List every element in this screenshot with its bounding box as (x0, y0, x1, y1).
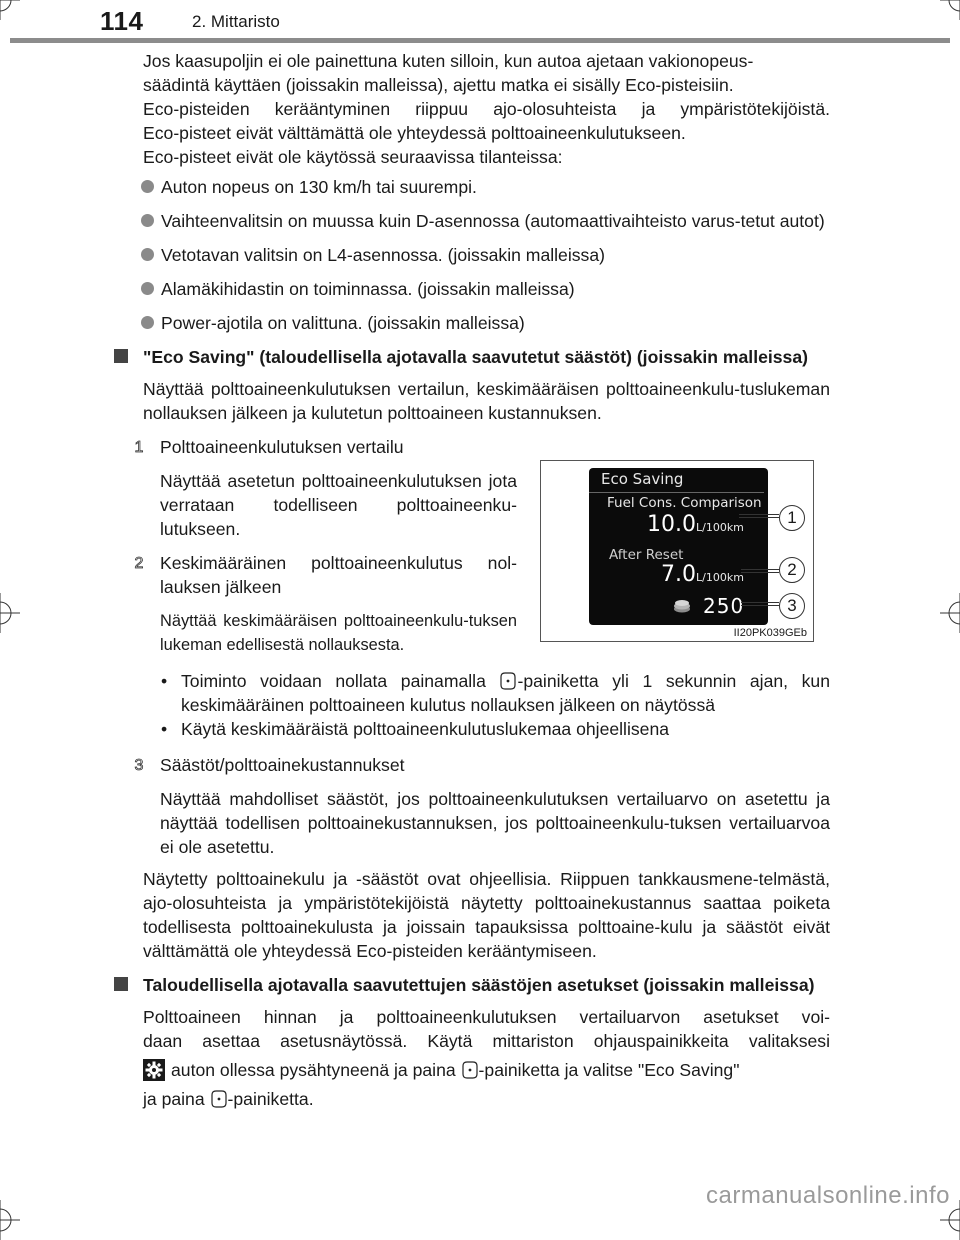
callout-3: 3 (779, 593, 805, 619)
svg-text:1: 1 (134, 439, 144, 455)
registration-mark-top-right (940, 0, 960, 20)
callout-2: 2 (779, 557, 805, 583)
fuel-comparison-value-group (647, 512, 744, 537)
watermark: carmanualsonline.info (706, 1182, 950, 1209)
settings-line: Polttoaineen hinnan ja polttoaineenkulutuksen vertailuarvon asetukset voi- (143, 1007, 830, 1027)
ok-button-icon (462, 1061, 478, 1079)
note-paragraph: Näytetty polttoainekulu ja -säästöt ovat ohjeellisia. Riippuen tankkausmene-telmästä, ajo-olosuhteista ja ympäristötekijöistä näytetty polttoainekustannus saattaa poiketa todellisesta polttoainekulusta ja joissain tapauksissa polttoaine-kulu ja säästöt eivät välttämättä ole yhteydessä Eco-pisteiden kerääntymiseen. (143, 869, 830, 961)
fuel-comparison-label: Fuel Cons. Comparison (607, 495, 762, 511)
list-item: Vaihteenvalitsin on muussa kuin D-asennossa (automaattivaihteisto varus-tetut autot) (143, 209, 830, 233)
unit-label: L/100km (695, 521, 744, 534)
intro-line: Eco-pisteet eivät välttämättä ole yhteydessä polttoaineenkulutukseen. (143, 123, 686, 143)
item-description: Näyttää keskimääräisen polttoaineenkulu-tuksen lukeman edellisestä nollauksesta. (160, 612, 517, 654)
list-item: • Toiminto voidaan nollata painamalla -painiketta yli 1 sekunnin ajan, kun keskimääräinen polttoaineen kulutus nollauksen jälkeen on näytössä (161, 671, 830, 715)
callout-1: 1 (779, 505, 805, 531)
section-title: 2. Mittaristo (192, 12, 280, 31)
unit-label: L/100km (696, 571, 744, 584)
list-item: • Käytä keskimääräistä polttoaineenkulutuslukemaa ohjeellisena (161, 719, 670, 739)
section-heading-settings: Taloudellisella ajotavalla saavutettujen säästöjen asetukset (joissakin malleissa) (143, 973, 830, 997)
callout-leader-3 (741, 602, 779, 606)
after-reset-value-group (661, 562, 744, 587)
section-heading-eco-saving: "Eco Saving" (taloudellisella ajotavalla saavutetut säästöt) (joissakin malleissa) (143, 345, 830, 369)
svg-text:2: 2 (134, 555, 144, 571)
number-marker-icon (131, 755, 147, 773)
callout-leader-2 (741, 569, 779, 573)
bullet-icon (141, 214, 154, 227)
intro-line: Eco-pisteet eivät ole käytössä seuraavissa tilanteissa: (143, 147, 563, 167)
eco-saving-figure (540, 460, 814, 642)
eco-saving-description: Näyttää polttoaineenkulutuksen vertailun, keskimääräisen polttoaineenkulu-tuslukeman nollauksen jälkeen ja kulutetun polttoaineen kustannuksen. (143, 379, 830, 423)
bullet-icon (141, 316, 154, 329)
savings-value: 250 (703, 594, 745, 618)
item-description: Näyttää asetetun polttoaineenkulutuksen jota verrataan todelliseen polttoaineenku-lutukseen. (160, 471, 517, 539)
list-item: Power-ajotila on valittuna. (joissakin malleissa) (143, 311, 830, 335)
intro-line: Jos kaasupoljin ei ole painettuna kuten silloin, kun autoa ajetaan vakionopeus- (143, 51, 754, 71)
list-item: Auton nopeus on 130 km/h tai suurempi. (143, 175, 830, 199)
bullet-icon (141, 180, 154, 193)
header-rule (10, 38, 950, 43)
ok-button-icon (211, 1090, 227, 1108)
bullet-icon (141, 248, 154, 261)
settings-line: daan asettaa asetusnäytössä. Käytä mittariston ohjauspainikkeita valitaksesi (143, 1031, 830, 1051)
after-reset-value: 7.0 (661, 562, 696, 587)
figure-code: II20PK039GEb (733, 627, 807, 639)
callout-leader-1 (739, 514, 779, 518)
ok-button-icon (500, 672, 516, 690)
list-item: 3 Säästöt/polttoainekustannukset (143, 753, 830, 777)
svg-text:3: 3 (134, 757, 144, 773)
coins-icon (672, 598, 692, 614)
registration-mark-mid-right (940, 593, 960, 633)
settings-line: auton ollessa pysähtyneenä ja paina -painiketta ja valitse "Eco Saving" (143, 1058, 830, 1082)
settings-gear-icon (143, 1059, 165, 1081)
intro-line: säädintä käyttäen (joissakin malleissa), ajettu matka ei sisälly Eco-pisteisiin. (143, 75, 734, 95)
number-marker-icon (131, 553, 147, 571)
intro-line: Eco-pisteiden kerääntyminen riippuu ajo-olosuhteista ja ympäristötekijöistä. (143, 99, 830, 119)
list-item: 2 Keskimääräinen polttoaineenkulutus nol-lauksen jälkeen (143, 551, 517, 599)
square-bullet-icon (114, 349, 128, 363)
list-item: Alamäkihidastin on toiminnassa. (joissakin malleissa) (143, 277, 830, 301)
intro-paragraph (143, 49, 830, 169)
fuel-comparison-value: 10.0 (647, 512, 696, 537)
registration-mark-bottom-left (0, 1200, 20, 1240)
square-bullet-icon (114, 977, 128, 991)
page-number: 114 (100, 6, 144, 36)
display-title: Eco Saving (601, 470, 684, 488)
number-marker-icon (131, 437, 147, 455)
bullet-icon (141, 282, 154, 295)
list-item: Vetotavan valitsin on L4-asennossa. (joissakin malleissa) (143, 243, 830, 267)
after-reset-label: After Reset (609, 547, 684, 563)
registration-mark-top-left (0, 0, 20, 20)
settings-line: ja paina -painiketta. (143, 1089, 314, 1109)
display-divider (589, 492, 764, 493)
list-item: 1 Polttoaineenkulutuksen vertailu (143, 435, 517, 459)
registration-mark-mid-left (0, 593, 20, 633)
item-description: Näyttää mahdolliset säästöt, jos polttoaineenkulutuksen vertailuarvo on asetettu ja näyttää todellisen polttoainekustannuksen, jos polttoaineenkulu-tuksen vertailuarvoa ei ole asetettu. (160, 789, 830, 857)
